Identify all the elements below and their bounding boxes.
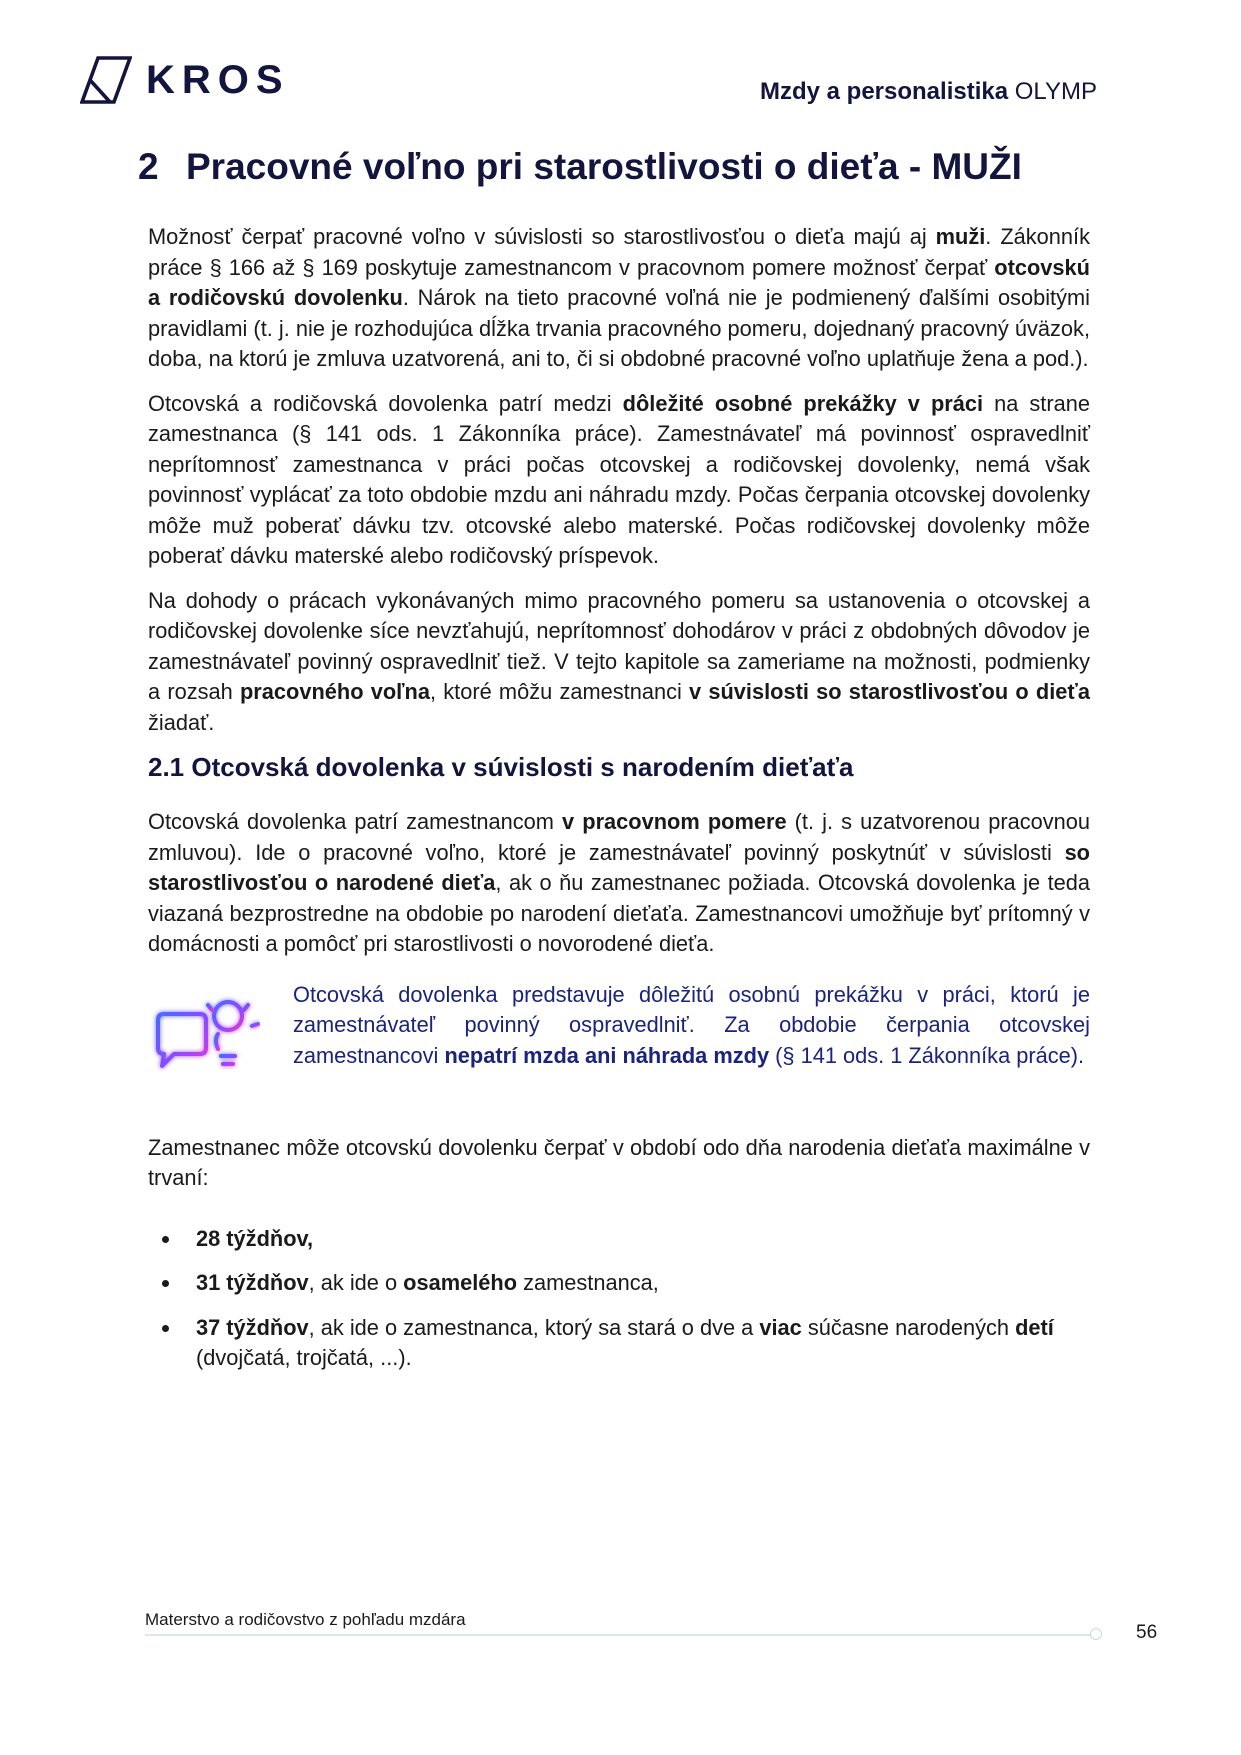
text-run: (dvojčatá, trojčatá, ...). — [196, 1345, 412, 1370]
text-run: , ak o ňu zamestnanec požiada. Otcovská dovolenka je teda viazaná bezprostredne na obdobie po narodení dieťaťa. Zamestnancovi umožňuje byť prítomný v domácnosti a pomôcť pri starostlivosti o novorodené dieťa. — [148, 870, 1090, 956]
paragraph — [148, 586, 1090, 739]
text-run: (§ 141 ods. 1 Zákonníka práce). — [769, 1042, 1085, 1068]
footer-divider — [145, 1634, 1091, 1636]
text-run: súčasne narodených — [801, 1314, 1016, 1340]
text-run: Otcovská a rodičovská dovolenka patrí medzi — [148, 390, 623, 416]
main-content — [148, 222, 1090, 1388]
bold-text: osamelého — [403, 1270, 518, 1295]
text-run: Možnosť čerpať pracovné voľno v súvislosti so starostlivosťou o dieťa majú aj — [148, 224, 936, 249]
bold-text: so starostlivosťou o narodené dieťa — [148, 839, 1090, 895]
note-paragraph — [293, 980, 1090, 1072]
text-run: na strane zamestnanca (§ 141 ods. 1 Zákonníka práce). Zamestnávateľ má povinnosť ospravedlniť neprítomnosť zamestnanca v práci počas otcovskej a rodičovskej dovolenky, nemá však povinnosť vyplácať za toto obdobie mzdu ani náhradu mzdy. Počas čerpania otcovskej dovolenky môže muž poberať dávku tzv. otcovské alebo materské. Počas rodičovskej dovolenky môže poberať dávku materské alebo rodičovský príspevok. — [148, 390, 1090, 568]
text-run: Zamestnanec môže otcovskú dovolenku čerpať v období odo dňa narodenia dieťaťa maximálne v trvaní: — [148, 1134, 1090, 1190]
paragraph — [148, 222, 1090, 375]
product-name-light: OLYMP — [1014, 78, 1097, 105]
list-item — [196, 1224, 1090, 1255]
list-item — [196, 1268, 1090, 1299]
bold-text: 28 týždňov, — [196, 1225, 314, 1251]
kros-logo — [80, 56, 290, 104]
bold-text: v pracovnom pomere — [562, 809, 787, 834]
text-run: žiadať. — [148, 709, 215, 735]
footer-divider-dot — [1090, 1628, 1102, 1640]
kros-logo-icon — [80, 56, 132, 104]
note-text — [293, 980, 1090, 1072]
leave-duration-list — [148, 1224, 1090, 1374]
product-name-bold: Mzdy a personalistika — [759, 78, 1009, 105]
text-run: . Nárok na tieto pracovné voľná nie je podmienený ďalšími osobitými pravidlami (t. j. nie je rozhodujúca dĺžka trvania pracovného pomeru, dojednaný pracovný úväzok, doba, na ktorú je zmluva uzatvorená, ani to, či si obdobné pracovné voľno uplatňuje žena a pod.). — [148, 285, 1091, 371]
text-run: , ak ide o — [308, 1270, 404, 1295]
section-number: 2 — [138, 146, 159, 187]
text-run: Na dohody o prácach vykonávaných mimo pracovného pomeru sa ustanovenia o otcovskej a rodičovskej dovolenke síce nevzťahujú, neprítomnosť dohodárov v práci z obdobných dôvodov je zamestnávateľ povinný ospravedlniť tiež. V tejto kapitole sa zameriame na možnosti, podmienky a rozsah — [148, 587, 1090, 704]
paragraph — [148, 807, 1090, 960]
bold-text: viac — [759, 1314, 802, 1340]
list-item — [196, 1313, 1090, 1374]
bold-text: 31 týždňov — [196, 1270, 309, 1295]
text-run: Otcovská dovolenka predstavuje dôležitú osobnú prekážku v práci, ktorú je zamestnávateľ povinný ospravedlniť. Za obdobie čerpania otcovskej zamestnancovi — [293, 981, 1090, 1068]
bold-text: muži — [935, 224, 986, 249]
product-name — [760, 78, 1097, 106]
bold-text: nepatrí mzda ani náhrada mzdy — [444, 1042, 770, 1068]
paragraph — [148, 389, 1090, 572]
text-run: Otcovská dovolenka patrí zamestnancom — [148, 809, 563, 834]
bold-text: 37 týždňov — [196, 1314, 309, 1340]
chat-lightbulb-icon — [148, 980, 293, 1089]
subsection-title: 2.1 Otcovská dovolenka v súvislosti s narodením dieťaťa — [148, 752, 854, 782]
text-run: , ktoré môžu zamestnanci — [430, 679, 690, 704]
section-title — [138, 146, 1022, 188]
bold-text: pracovného voľna — [239, 679, 430, 704]
section-title-text: Pracovné voľno pri starostlivosti o dieťa - MUŽI — [186, 146, 1022, 187]
bold-text: otcovskú a rodičovskú dovolenku — [148, 254, 1090, 310]
page-number: 56 — [1136, 1622, 1158, 1643]
text-run: . Zákonník práce § 166 až § 169 poskytuje zamestnancom v pracovnom pomere možnosť čerpať — [148, 224, 1090, 280]
paragraph — [148, 1133, 1090, 1194]
logo-text: KROS — [146, 58, 290, 102]
text-run: (t. j. s uzatvorenou pracovnou zmluvou). Ide o pracovné voľno, ktoré je zamestnávateľ povinný poskytnúť v súvislosti — [148, 809, 1090, 865]
bold-text: dôležité osobné prekážky v práci — [622, 390, 984, 416]
bold-text: detí — [1015, 1314, 1054, 1340]
text-run: , ak ide o zamestnanca, ktorý sa stará o dve a — [308, 1314, 760, 1340]
note-box — [148, 980, 1090, 1089]
footer-doc-title: Materstvo a rodičovstvo z pohľadu mzdára — [145, 1610, 466, 1629]
text-run: zamestnanca, — [517, 1270, 659, 1295]
bold-text: v súvislosti so starostlivosťou o dieťa — [689, 679, 1090, 704]
